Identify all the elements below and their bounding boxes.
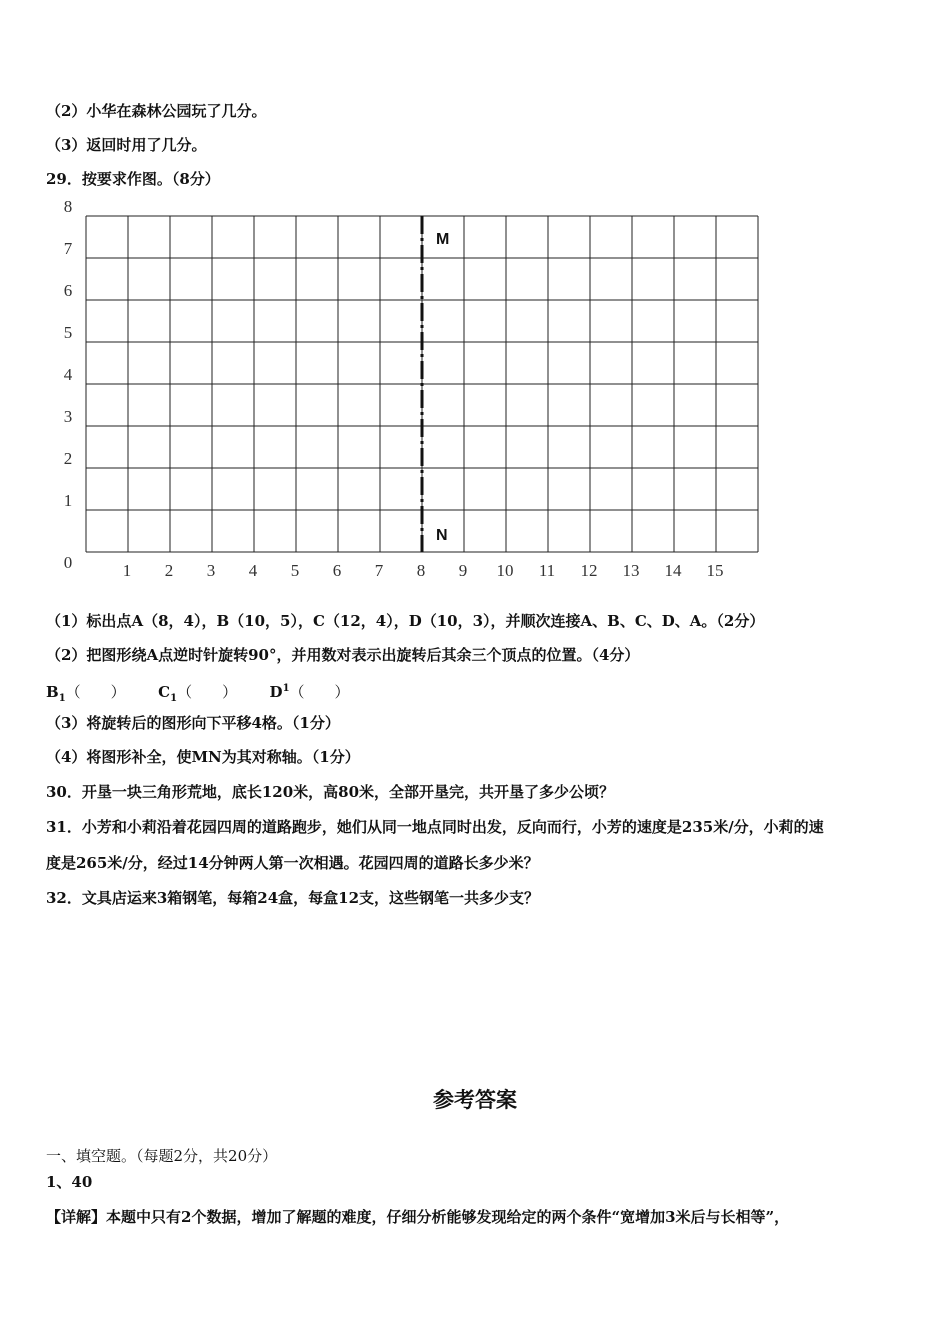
y-tick-label: 4	[63, 365, 73, 384]
question-31-line-2: 度是265米/分，经过14分钟两人第一次相遇。花园四周的道路长多少米？	[46, 854, 539, 872]
x-tick-label: 14	[664, 561, 682, 580]
x-tick-label: 4	[248, 561, 258, 580]
x-tick-label: 1	[122, 561, 132, 580]
coordinate-grid	[0, 200, 950, 590]
y-axis-ticks	[64, 200, 73, 572]
question-28-part-2: （2）小华在森林公园玩了几分。	[46, 102, 267, 120]
y-tick-label: 6	[63, 281, 73, 300]
x-tick-label: 5	[290, 561, 300, 580]
label-m: M	[436, 231, 450, 248]
question-29-part-2: （2）把图形绕A点逆时针旋转90°，并用数对表示出旋转后其余三个顶点的位置。（4分）	[46, 646, 640, 664]
vertex-c1: $C_1$（ ）	[158, 683, 238, 704]
rotated-vertices-row	[46, 679, 350, 709]
answer-1-detail	[46, 1207, 789, 1227]
vertex-c1-blank[interactable]: （ ）	[177, 683, 238, 701]
x-tick-label: 13	[622, 561, 640, 580]
y-tick-label: 0	[63, 553, 73, 572]
x-tick-label: 11	[538, 561, 556, 580]
answer-title: 参考答案	[433, 1088, 517, 1112]
question-32: 32．文具店运来3箱钢笔，每箱24盒，每盒12支，这些钢笔一共多少支？	[46, 889, 540, 907]
question-29-part-3: （3）将旋转后的图形向下平移4格。（1分）	[46, 714, 340, 732]
x-tick-label: 10	[496, 561, 514, 580]
y-tick-label: 7	[63, 239, 73, 258]
detail-tag: 【详解】	[46, 1208, 107, 1226]
x-tick-label: 6	[332, 561, 342, 580]
y-tick-label: 8	[63, 200, 73, 216]
detail-text: 本题中只有2个数据，增加了解题的难度，仔细分析能够发现给定的两个条件“宽增加3米后与长相等”，	[106, 1208, 790, 1226]
x-tick-label: 7	[374, 561, 384, 580]
question-29-heading: 29．按要求作图。（8分）	[46, 170, 220, 188]
question-30: 30．开垦一块三角形荒地，底长120米，高80米，全部开垦完，共开垦了多少公顷？	[46, 783, 615, 801]
x-tick-label: 2	[164, 561, 174, 580]
answer-section-heading: 一、填空题。（每题2分，共20分）	[46, 1147, 278, 1165]
x-tick-label: 3	[206, 561, 216, 580]
y-tick-label: 2	[63, 449, 73, 468]
x-tick-label: 8	[416, 561, 426, 580]
x-axis-ticks	[123, 561, 724, 580]
y-tick-label: 5	[63, 323, 73, 342]
question-29-part-1: （1）标出点A（8，4），B（10，5），C（12，4），D（10，3），并顺次连接A、B、C、D、A。（2分）	[46, 612, 765, 630]
question-31-line-1: 31．小芳和小莉沿着花园四周的道路跑步，她们从同一地点同时出发，反向而行，小芳的速度是235米/分，小莉的速	[46, 818, 824, 836]
answer-1: 1、40	[46, 1173, 93, 1191]
question-28-part-3: （3）返回时用了几分。	[46, 136, 207, 154]
vertex-b1-blank[interactable]: （ ）	[65, 683, 126, 701]
x-tick-label: 9	[458, 561, 468, 580]
x-tick-label: 12	[580, 561, 598, 580]
y-tick-label: 3	[63, 407, 73, 426]
label-n: N	[436, 527, 448, 544]
vertex-d1-blank[interactable]: （ ）	[289, 683, 350, 701]
vertex-d1: $D^1$（ ）	[269, 683, 350, 701]
question-29-part-4: （4）将图形补全，使MN为其对称轴。（1分）	[46, 748, 360, 766]
x-tick-label: 15	[706, 561, 724, 580]
vertex-b1: $B_1$（ ）	[46, 683, 126, 704]
y-tick-label: 1	[63, 491, 73, 510]
